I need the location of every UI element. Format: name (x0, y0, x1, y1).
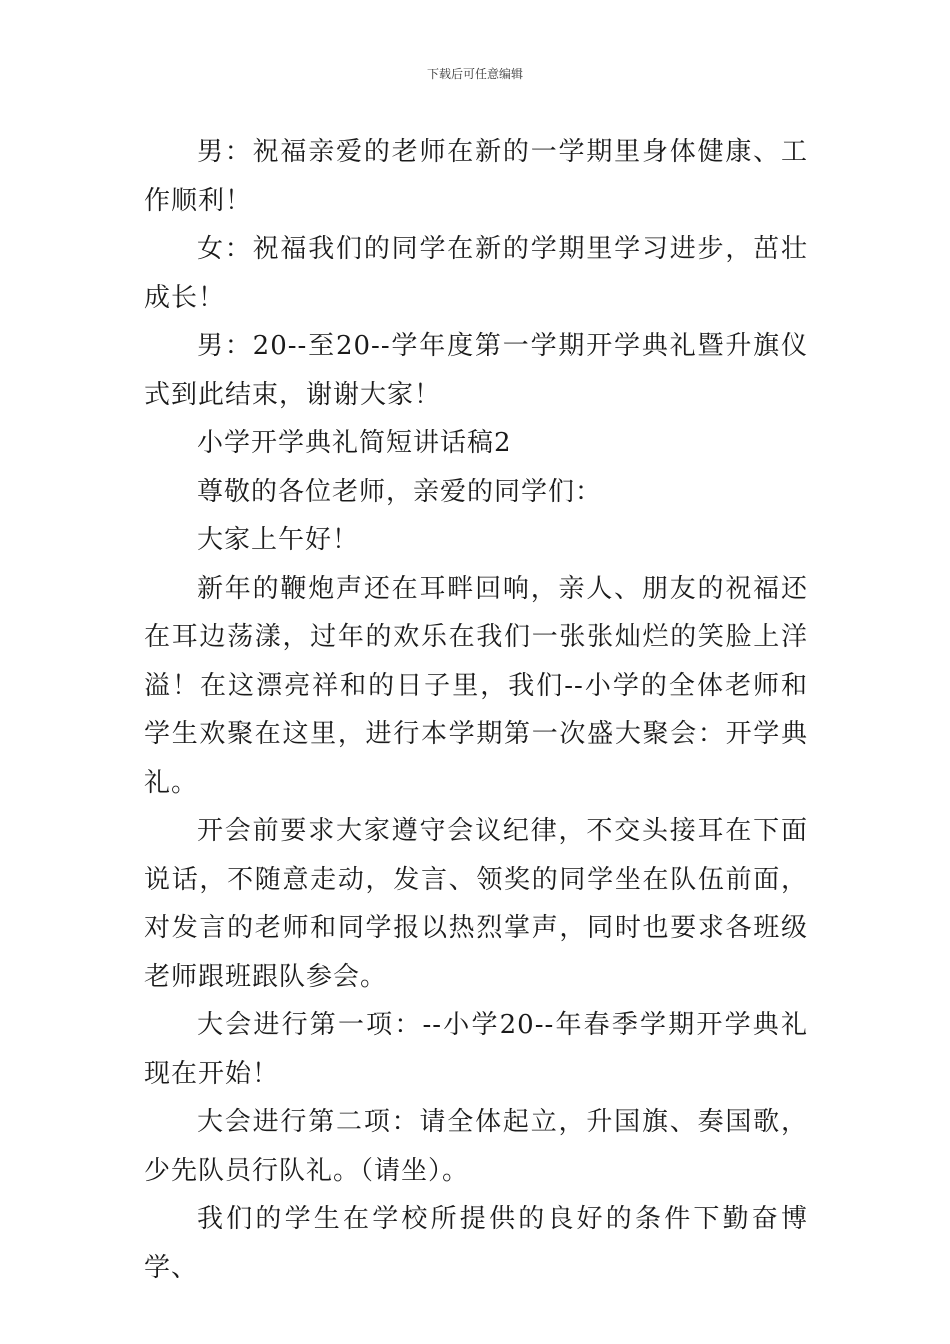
greeting: 大家上午好！ (197, 525, 360, 555)
paragraph: 大会进行第二项：请全体起立，升国旗、奏国歌，少先队员行队礼。（请坐）。 (144, 1107, 808, 1186)
paragraph: 男：20--至20--学年度第一学期开学典礼暨升旗仪式到此结束，谢谢大家！ (144, 331, 808, 410)
paragraph: 新年的鞭炮声还在耳畔回响，亲人、朋友的祝福还在耳边荡漾，过年的欢乐在我们一张张灿烂的笑脸上洋溢！在这漂亮祥和的日子里，我们--小学的全体老师和学生欢聚在这里，进行本学期第一次盛大聚会：开学典礼。 (144, 573, 808, 798)
document-body (144, 128, 808, 1292)
paragraph: 大会进行第一项：--小学20--年春季学期开学典礼现在开始！ (144, 1010, 808, 1089)
section-title: 小学开学典礼简短讲话稿2 (197, 428, 512, 458)
paragraph: 男：祝福亲爱的老师在新的一学期里身体健康、工作顺利！ (144, 137, 808, 216)
page-header: 下载后可任意编辑 (426, 67, 523, 81)
paragraph: 女：祝福我们的同学在新的学期里学习进步，茁壮成长！ (144, 234, 808, 313)
paragraph: 开会前要求大家遵守会议纪律，不交头接耳在下面说话，不随意走动，发言、领奖的同学坐在队伍前面，对发言的老师和同学报以热烈掌声，同时也要求各班级老师跟班跟队参会。 (144, 816, 808, 992)
salutation: 尊敬的各位老师，亲爱的同学们： (197, 476, 603, 507)
paragraph: 我们的学生在学校所提供的良好的条件下勤奋博学、 (144, 1204, 808, 1283)
